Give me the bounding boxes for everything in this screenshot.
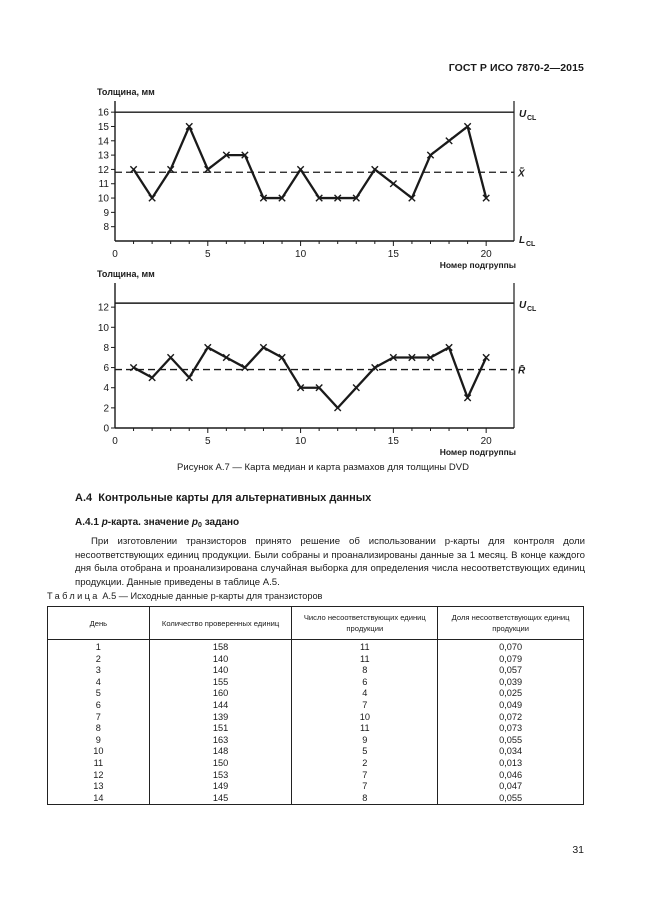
table-row <box>48 781 584 793</box>
table-cell: 6 <box>292 677 438 689</box>
chart2-x-tick-label: 15 <box>387 436 399 447</box>
table-caption-number: А.5 <box>102 591 117 601</box>
table-cell: 10 <box>292 712 438 724</box>
table-cell: 153 <box>149 770 292 782</box>
chart2-x-tick-label: 20 <box>480 436 492 447</box>
table-cell: 0,055 <box>438 735 584 747</box>
table-cell: 14 <box>48 793 150 805</box>
chart1-x-axis-label: Номер подгруппы <box>439 260 516 270</box>
section-number: А.4 <box>75 492 93 504</box>
table-cell: 144 <box>149 700 292 712</box>
chart2-y-tick-label: 0 <box>103 423 109 435</box>
chart2-y-tick-label: 8 <box>103 342 109 354</box>
table-cell: 151 <box>149 723 292 735</box>
table-cell: 0,049 <box>438 700 584 712</box>
chart1-y-tick-label: 12 <box>97 164 109 176</box>
chart1-lcl-label: L <box>519 235 526 246</box>
chart2-data-point <box>186 374 192 380</box>
table-cell: 11 <box>48 758 150 770</box>
table-cell: 7 <box>292 770 438 782</box>
header-nonconforming-fraction: Доля несоответствующих единиц продукции <box>438 607 584 640</box>
chart1-y-tick-label: 14 <box>97 136 109 148</box>
table-caption <box>47 591 322 601</box>
table-cell: 5 <box>292 746 438 758</box>
chart1-data-point <box>149 195 155 201</box>
table-cell: 8 <box>292 665 438 677</box>
header-inspected: Количество проверенных единиц <box>149 607 292 640</box>
table-row <box>48 793 584 805</box>
table-cell: 0,013 <box>438 758 584 770</box>
table-row <box>48 700 584 712</box>
subsection-title-end: задано <box>201 517 240 528</box>
chart2-data-point <box>353 385 359 391</box>
table-cell: 148 <box>149 746 292 758</box>
chart1-x-tick-label: 10 <box>295 249 307 260</box>
section-title: Контрольные карты для альтернативных данных <box>98 492 372 504</box>
chart2-y-tick-label: 4 <box>103 383 109 395</box>
chart1-y-tick-label: 10 <box>97 193 109 205</box>
table-cell: 8 <box>292 793 438 805</box>
chart2-y-tick-label: 10 <box>97 322 109 334</box>
chart2-y-axis-label: Толщина, мм <box>97 269 155 279</box>
table-cell: 8 <box>48 723 150 735</box>
paragraph-text: При изготовлении транзисторов принято решение об использовании р-карты для контроля доли несоответствующих единиц продукции. Были собраны и проанализированы данные за 1 месяц. В конце каждого дня была отобрана и проанализирована случайная выборка для определения числа несоответствующих единиц продукции. Данные приведены в таблице А.5. <box>75 536 585 588</box>
chart1-y-tick-label: 16 <box>97 107 109 119</box>
table-cell: 0,047 <box>438 781 584 793</box>
table-cell: 7 <box>48 712 150 724</box>
subsection-heading <box>75 517 239 529</box>
chart2-x-tick-label: 0 <box>112 436 118 447</box>
table-row <box>48 746 584 758</box>
document-header: ГОСТ Р ИСО 7870-2—2015 <box>448 62 584 74</box>
table-cell: 9 <box>48 735 150 747</box>
chart1-y-axis-label: Толщина, мм <box>97 87 155 97</box>
table-cell: 5 <box>48 688 150 700</box>
chart2-x-axis-label: Номер подгруппы <box>439 447 516 457</box>
chart1-x-tick-label: 15 <box>387 249 399 260</box>
table-cell: 163 <box>149 735 292 747</box>
subsection-p0-subscript: 0 <box>198 521 202 529</box>
chart2-data-point <box>334 405 340 411</box>
chart2-ucl-label: U <box>519 300 527 312</box>
chart2-ucl-sub: CL <box>527 306 537 314</box>
table-cell: 3 <box>48 665 150 677</box>
chart1-y-tick-label: 9 <box>103 207 109 219</box>
table-row <box>48 712 584 724</box>
table-cell: 0,055 <box>438 793 584 805</box>
table-cell: 0,025 <box>438 688 584 700</box>
section-heading <box>75 492 371 504</box>
body-paragraph <box>75 535 585 589</box>
table-cell: 7 <box>292 700 438 712</box>
chart2-y-tick-label: 2 <box>103 403 109 415</box>
chart2-center-label: R̄ <box>518 365 526 377</box>
chart1-series-line <box>134 126 487 198</box>
table-cell: 139 <box>149 712 292 724</box>
data-table <box>47 606 584 805</box>
table-row <box>48 723 584 735</box>
table-cell: 140 <box>149 665 292 677</box>
table-row <box>48 735 584 747</box>
table-cell: 0,070 <box>438 640 584 654</box>
table-cell: 155 <box>149 677 292 689</box>
chart2-y-tick-label: 12 <box>97 302 109 314</box>
table-cell: 0,073 <box>438 723 584 735</box>
table-cell: 0,057 <box>438 665 584 677</box>
chart1-x-tick-label: 20 <box>480 249 492 260</box>
subsection-p-symbol: p <box>101 517 108 528</box>
table-caption-text: — Исходные данные р-карты для транзисторов <box>116 591 323 601</box>
table-cell: 2 <box>48 654 150 666</box>
figure-caption: Рисунок А.7 — Карта медиан и карта размахов для толщины DVD <box>177 462 469 473</box>
chart2-x-tick-label: 10 <box>295 436 307 447</box>
subsection-title: -карта. значение <box>107 517 192 528</box>
header-day: День <box>48 607 150 640</box>
table-cell: 1 <box>48 640 150 654</box>
chart1-data-point <box>446 138 452 144</box>
table-cell: 7 <box>292 781 438 793</box>
table-cell: 4 <box>48 677 150 689</box>
table-row <box>48 688 584 700</box>
table-cell: 12 <box>48 770 150 782</box>
chart1-ucl-sub: CL <box>527 115 537 123</box>
table-cell: 140 <box>149 654 292 666</box>
page-number: 31 <box>572 844 584 856</box>
table-cell: 13 <box>48 781 150 793</box>
table-row <box>48 677 584 689</box>
table-row <box>48 665 584 677</box>
chart1-y-tick-label: 13 <box>97 150 109 162</box>
subsection-number: А.4.1 <box>75 517 99 528</box>
chart1-data-point <box>130 166 136 172</box>
chart1-lcl-sub: CL <box>526 241 536 248</box>
table-cell: 145 <box>149 793 292 805</box>
chart1-data-point <box>297 166 303 172</box>
chart1-y-tick-label: 8 <box>103 222 109 234</box>
table-cell: 0,079 <box>438 654 584 666</box>
table-cell: 11 <box>292 640 438 654</box>
table-header-row <box>48 607 584 640</box>
table-cell: 0,046 <box>438 770 584 782</box>
chart1-y-tick-label: 15 <box>97 121 109 133</box>
header-nonconforming-count: Число несоответствующих единиц продукции <box>292 607 438 640</box>
chart1-y-tick-label: 11 <box>98 179 109 191</box>
chart1-center-label: X̄̃ <box>518 168 525 180</box>
chart1-ucl-label: U <box>519 109 527 121</box>
table-cell: 6 <box>48 700 150 712</box>
table-cell: 0,034 <box>438 746 584 758</box>
table-cell: 160 <box>149 688 292 700</box>
table-cell: 149 <box>149 781 292 793</box>
table-row <box>48 654 584 666</box>
table-cell: 158 <box>149 640 292 654</box>
table-cell: 11 <box>292 654 438 666</box>
table-caption-word: Таблица <box>47 591 100 601</box>
chart2-series-line <box>134 347 487 407</box>
chart1-data-point <box>390 181 396 187</box>
table-cell: 0,072 <box>438 712 584 724</box>
table-cell: 150 <box>149 758 292 770</box>
table-cell: 4 <box>292 688 438 700</box>
chart2-x-tick-label: 5 <box>205 436 211 447</box>
table-cell: 0,039 <box>438 677 584 689</box>
chart1-x-tick-label: 5 <box>205 249 211 260</box>
subsection-p0-symbol: p <box>191 517 199 528</box>
table-cell: 9 <box>292 735 438 747</box>
table-row <box>48 640 584 654</box>
table-cell: 10 <box>48 746 150 758</box>
chart2-data-point <box>167 354 173 360</box>
table-row <box>48 758 584 770</box>
table-cell: 2 <box>292 758 438 770</box>
table-row <box>48 770 584 782</box>
table-cell: 11 <box>292 723 438 735</box>
chart1-x-tick-label: 0 <box>112 249 118 260</box>
chart2-y-tick-label: 6 <box>103 363 109 375</box>
